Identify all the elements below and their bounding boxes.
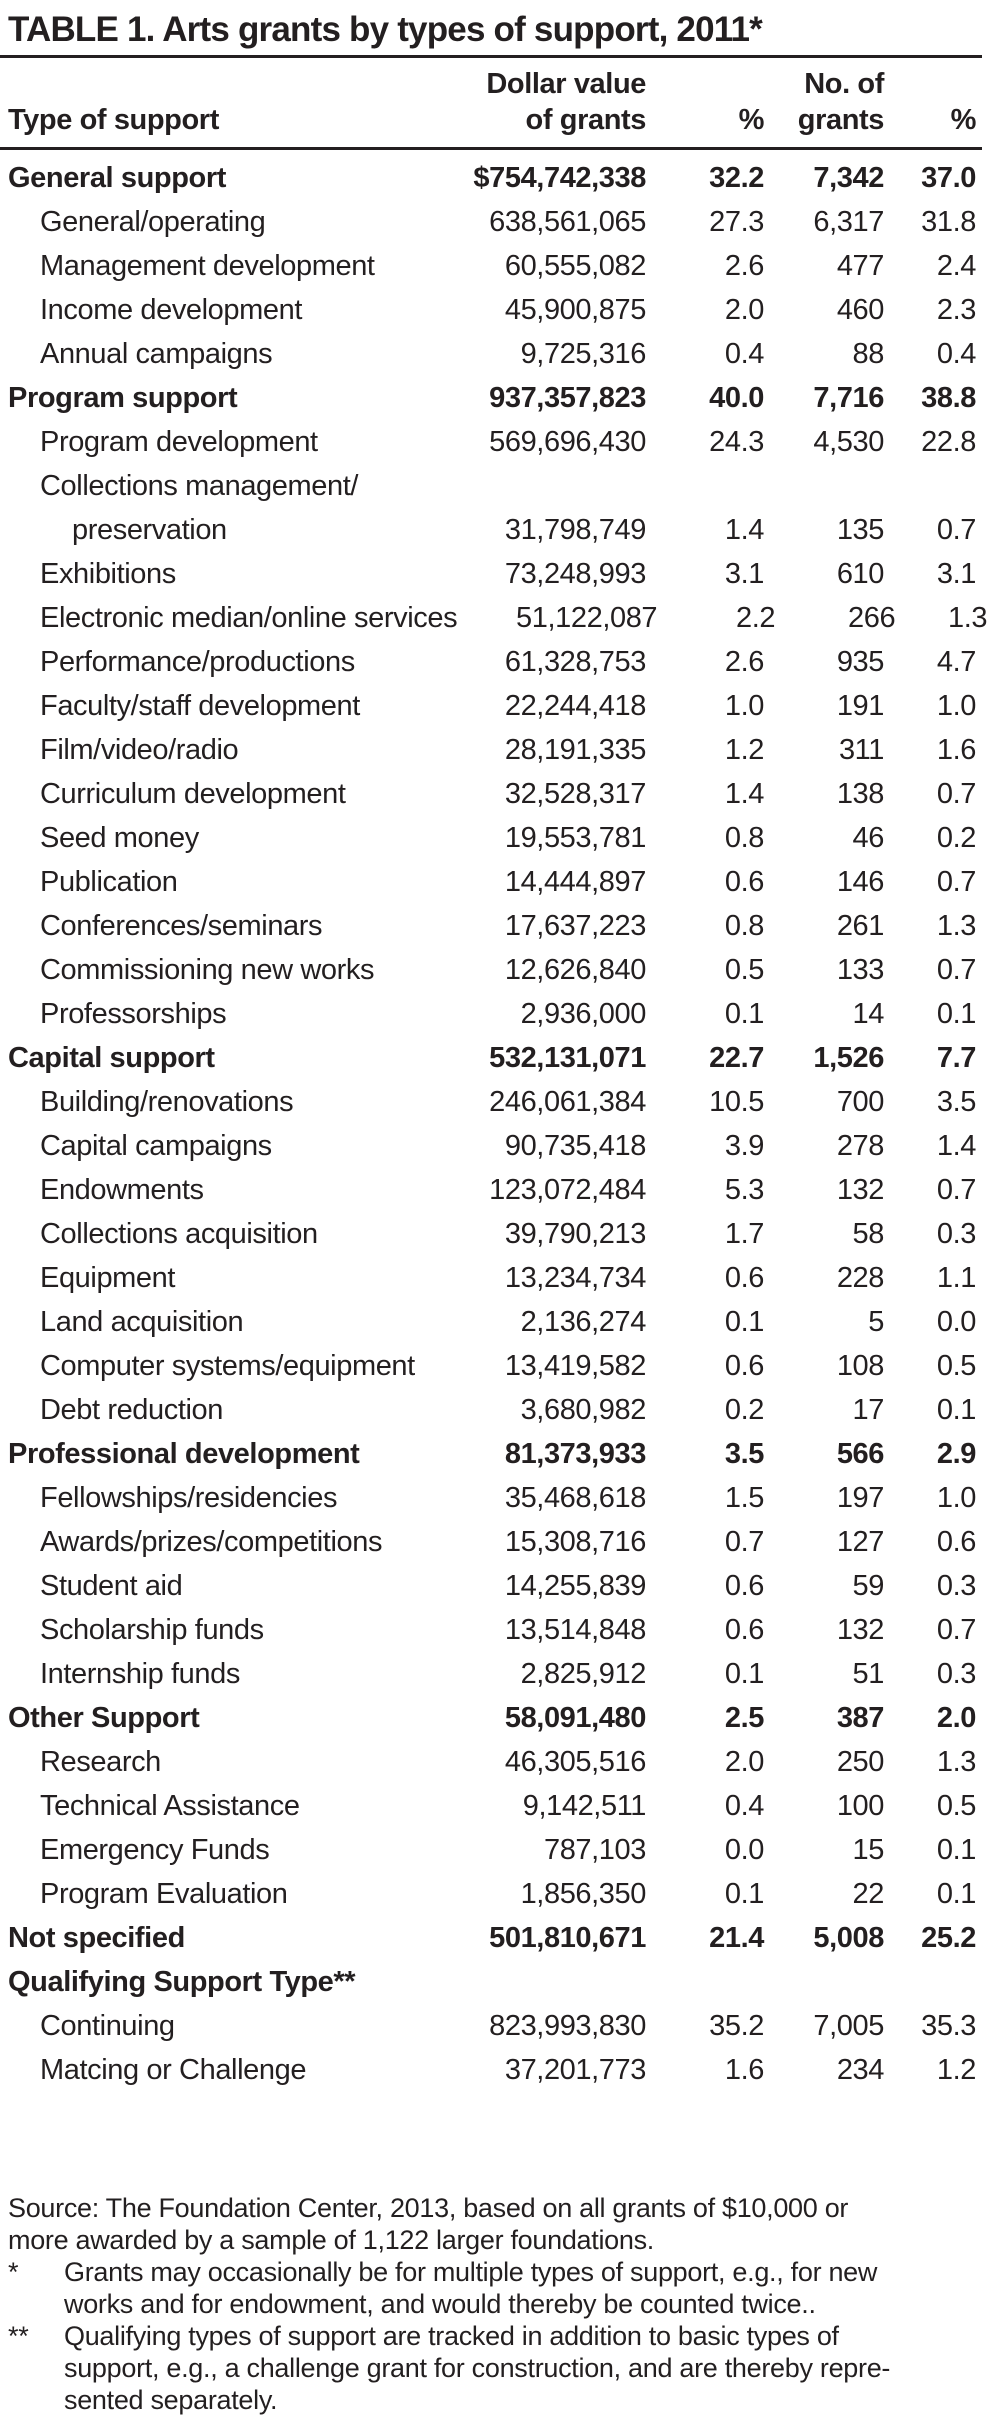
row-value: 2,936,000	[520, 998, 646, 1030]
row-value: 1.3	[936, 910, 976, 942]
row-value: 32,528,317	[504, 778, 646, 810]
row-value: 17,637,223	[504, 910, 646, 942]
row-value: 1.0	[936, 1482, 976, 1514]
row-value: 2,825,912	[520, 1658, 646, 1690]
row-value: 1.3	[948, 602, 988, 634]
row-label: Curriculum development	[40, 778, 346, 810]
row-value: 2.6	[724, 646, 764, 678]
row-value: 88	[852, 338, 884, 370]
table-row	[0, 508, 982, 552]
row-label: Faculty/staff development	[40, 690, 360, 722]
row-label: Income development	[40, 294, 303, 326]
table-row	[0, 772, 982, 816]
row-label: Debt reduction	[40, 1394, 224, 1426]
row-value: 1.6	[724, 2054, 764, 2086]
row-value: 566	[836, 1438, 884, 1470]
row-value: 7,342	[813, 162, 884, 194]
column-header-pct2: %	[950, 104, 976, 136]
row-value: 4.7	[936, 646, 976, 678]
row-value: 0.7	[936, 778, 976, 810]
source-note: Source: The Foundation Center, 2013, based on all grants of $10,000 or more awarded by a sample of 1,122 larger foundations.	[8, 2193, 849, 2255]
row-label: Conferences/seminars	[40, 910, 323, 942]
row-label: Research	[40, 1746, 161, 1778]
row-value: 59	[852, 1570, 884, 1602]
table-row	[0, 1080, 982, 1124]
table-row	[0, 1784, 982, 1828]
row-value: 2.4	[936, 250, 976, 282]
row-value: 37.0	[921, 162, 976, 194]
row-label: Fellowships/residencies	[40, 1482, 338, 1514]
row-value: 787,103	[543, 1834, 646, 1866]
table-row	[0, 332, 982, 376]
column-header-type: Type of support	[8, 104, 219, 136]
row-value: 477	[836, 250, 884, 282]
table-row	[0, 288, 982, 332]
row-value: 2.0	[936, 1702, 976, 1734]
row-value: 2.0	[724, 294, 764, 326]
row-value: 1.5	[724, 1482, 764, 1514]
table-row	[0, 1520, 982, 1564]
row-value: 9,142,511	[522, 1790, 646, 1822]
row-label: General support	[8, 162, 226, 194]
row-value: 51,122,087	[516, 602, 658, 634]
row-value: 21.4	[709, 1922, 764, 1954]
row-value: 58,091,480	[504, 1702, 646, 1734]
row-label: Technical Assistance	[40, 1790, 300, 1822]
row-label: Program support	[8, 382, 238, 414]
row-label: Internship funds	[40, 1658, 240, 1690]
table-row	[0, 1344, 982, 1388]
row-value: 1.4	[724, 778, 764, 810]
row-value: 7,005	[813, 2010, 884, 2042]
table-row	[0, 1036, 982, 1080]
row-value: 2.9	[936, 1438, 976, 1470]
table-row	[0, 1740, 982, 1784]
row-value: 311	[838, 734, 884, 766]
row-value: 0.7	[936, 514, 976, 546]
row-value: 197	[836, 1482, 884, 1514]
row-value: 0.1	[936, 1394, 976, 1426]
row-value: 0.6	[724, 1262, 764, 1294]
table-row	[0, 1916, 982, 1960]
row-value: 123,072,484	[489, 1174, 646, 1206]
table-row	[0, 1300, 982, 1344]
table-row	[0, 860, 982, 904]
row-value: 0.1	[936, 1878, 976, 1910]
row-label: Student aid	[40, 1570, 183, 1602]
row-value: 0.5	[936, 1790, 976, 1822]
footnote-2-marker: **	[8, 2321, 29, 2351]
row-value: 0.7	[724, 1526, 764, 1558]
row-label: Computer systems/equipment	[40, 1350, 415, 1382]
row-value: 0.8	[724, 910, 764, 942]
row-value: 17	[852, 1394, 884, 1426]
row-value: 7.7	[936, 1042, 976, 1074]
table-body	[0, 150, 988, 2092]
footnote-1	[8, 2256, 974, 2320]
table-row	[0, 156, 982, 200]
row-value: 0.1	[724, 998, 764, 1030]
table-row	[0, 200, 982, 244]
row-value: 460	[836, 294, 884, 326]
row-value: $754,742,338	[473, 162, 646, 194]
row-value: 31.8	[921, 206, 976, 238]
table-row	[0, 1124, 982, 1168]
row-value: 3.9	[724, 1130, 764, 1162]
row-value: 13,514,848	[504, 1614, 646, 1646]
row-label: Qualifying Support Type**	[8, 1966, 356, 1998]
row-label: Electronic median/online services	[40, 602, 458, 634]
row-value: 1.4	[936, 1130, 976, 1162]
row-label: Publication	[40, 866, 178, 898]
table-row	[0, 2004, 982, 2048]
row-value: 0.1	[936, 1834, 976, 1866]
row-label: Commissioning new works	[40, 954, 375, 986]
row-value: 9,725,316	[520, 338, 646, 370]
row-value: 4,530	[813, 426, 884, 458]
table-row	[0, 244, 982, 288]
row-value: 135	[836, 514, 884, 546]
table-row	[0, 1256, 982, 1300]
row-value: 2.2	[736, 602, 776, 634]
table-row	[0, 1960, 982, 2004]
row-value: 387	[836, 1702, 884, 1734]
row-value: 19,553,781	[504, 822, 646, 854]
row-value: 22	[852, 1878, 884, 1910]
row-value: 935	[836, 646, 884, 678]
table-row	[0, 420, 982, 464]
row-label: Seed money	[40, 822, 199, 854]
row-value: 1,526	[813, 1042, 884, 1074]
row-label: Film/video/radio	[40, 734, 239, 766]
row-value: 13,234,734	[504, 1262, 646, 1294]
row-label: Building/renovations	[40, 1086, 294, 1118]
table-row	[0, 640, 982, 684]
row-value: 0.7	[936, 1614, 976, 1646]
row-value: 3.5	[936, 1086, 976, 1118]
table-row	[0, 1388, 982, 1432]
row-label: Land acquisition	[40, 1306, 244, 1338]
row-label: Professional development	[8, 1438, 360, 1470]
row-value: 0.3	[936, 1218, 976, 1250]
row-value: 1.1	[936, 1262, 976, 1294]
row-label: Not specified	[8, 1922, 185, 1954]
row-value: 13,419,582	[504, 1350, 646, 1382]
row-label: Management development	[40, 250, 375, 282]
row-value: 0.1	[724, 1306, 764, 1338]
row-value: 3.5	[724, 1438, 764, 1470]
column-header-no-line1: No. of	[804, 68, 884, 100]
row-value: 0.5	[936, 1350, 976, 1382]
row-value: 31,798,749	[504, 514, 646, 546]
row-value: 60,555,082	[504, 250, 646, 282]
table-row	[0, 596, 988, 640]
table-title: TABLE 1. Arts grants by types of support, 2011*	[8, 10, 762, 49]
row-value: 246,061,384	[489, 1086, 646, 1118]
row-value: 5,008	[813, 1922, 884, 1954]
row-value: 1.7	[724, 1218, 764, 1250]
row-value: 0.4	[724, 1790, 764, 1822]
table-row	[0, 1828, 982, 1872]
row-label: Program Evaluation	[40, 1878, 288, 1910]
row-value: 0.4	[724, 338, 764, 370]
row-value: 14,255,839	[504, 1570, 646, 1602]
row-value: 27.3	[709, 206, 764, 238]
row-value: 0.0	[724, 1834, 764, 1866]
row-value: 569,696,430	[489, 426, 646, 458]
row-value: 0.7	[936, 1174, 976, 1206]
row-value: 0.3	[936, 1570, 976, 1602]
row-value: 261	[836, 910, 884, 942]
row-value: 35,468,618	[504, 1482, 646, 1514]
row-value: 108	[836, 1350, 884, 1382]
row-value: 0.6	[724, 866, 764, 898]
row-value: 1,856,350	[520, 1878, 646, 1910]
row-value: 610	[836, 558, 884, 590]
row-value: 700	[836, 1086, 884, 1118]
row-value: 100	[836, 1790, 884, 1822]
row-value: 0.6	[724, 1350, 764, 1382]
row-value: 90,735,418	[504, 1130, 646, 1162]
row-value: 2,136,274	[520, 1306, 646, 1338]
row-value: 0.6	[724, 1570, 764, 1602]
row-value: 1.2	[724, 734, 764, 766]
row-value: 823,993,830	[489, 2010, 646, 2042]
row-label: Capital support	[8, 1042, 215, 1074]
row-value: 28,191,335	[504, 734, 646, 766]
row-value: 0.7	[936, 866, 976, 898]
row-label: Exhibitions	[40, 558, 176, 590]
row-label: Scholarship funds	[40, 1614, 264, 1646]
row-value: 278	[836, 1130, 884, 1162]
row-value: 132	[836, 1614, 884, 1646]
footnote-1-text: Grants may occasionally be for multiple types of support, e.g., for new works and for endowment, and would thereby be counted twice..	[64, 2257, 878, 2319]
table-row	[0, 1564, 982, 1608]
table-row	[0, 2048, 982, 2092]
row-value: 127	[836, 1526, 884, 1558]
table-row	[0, 1652, 982, 1696]
row-value: 1.2	[936, 2054, 976, 2086]
row-value: 3,680,982	[520, 1394, 646, 1426]
table-row	[0, 1168, 982, 1212]
column-header-no-line2: grants	[797, 104, 884, 136]
row-value: 228	[836, 1262, 884, 1294]
row-value: 6,317	[813, 206, 884, 238]
row-value: 0.6	[724, 1614, 764, 1646]
row-label: Program development	[40, 426, 318, 458]
row-value: 22.7	[709, 1042, 764, 1074]
row-value: 191	[836, 690, 884, 722]
row-value: 81,373,933	[504, 1438, 646, 1470]
row-value: 0.3	[936, 1658, 976, 1690]
row-value: 61,328,753	[504, 646, 646, 678]
row-value: 51	[852, 1658, 884, 1690]
row-value: 3.1	[724, 558, 764, 590]
row-value: 0.1	[724, 1658, 764, 1690]
table-row	[0, 1212, 982, 1256]
table-row	[0, 464, 982, 508]
row-value: 532,131,071	[489, 1042, 646, 1074]
footnote-1-marker: *	[8, 2257, 19, 2287]
table-row	[0, 1696, 982, 1740]
row-value: 501,810,671	[489, 1922, 646, 1954]
row-value: 0.0	[936, 1306, 976, 1338]
row-value: 39,790,213	[504, 1218, 646, 1250]
row-value: 14	[852, 998, 884, 1030]
row-value: 0.4	[936, 338, 976, 370]
row-label: Continuing	[40, 2010, 175, 2042]
table-row	[0, 1432, 982, 1476]
table-header	[0, 58, 982, 147]
row-value: 45,900,875	[504, 294, 646, 326]
row-value: 12,626,840	[504, 954, 646, 986]
row-value: 46,305,516	[504, 1746, 646, 1778]
row-label: Professorships	[40, 998, 227, 1030]
row-value: 132	[836, 1174, 884, 1206]
row-label: Performance/productions	[40, 646, 355, 678]
row-value: 266	[847, 602, 896, 634]
row-value: 38.8	[921, 382, 976, 414]
row-value: 138	[836, 778, 884, 810]
row-value: 1.3	[936, 1746, 976, 1778]
row-label: Matcing or Challenge	[40, 2054, 307, 2086]
row-value: 40.0	[709, 382, 764, 414]
row-label: preservation	[72, 514, 227, 546]
row-value: 5	[868, 1306, 884, 1338]
row-value: 0.2	[936, 822, 976, 854]
row-value: 22.8	[921, 426, 976, 458]
table-row	[0, 376, 982, 420]
row-value: 22,244,418	[504, 690, 646, 722]
row-label: General/operating	[40, 206, 266, 238]
column-header-dollar-line2: of grants	[525, 104, 646, 136]
row-value: 0.1	[936, 998, 976, 1030]
row-value: 0.8	[724, 822, 764, 854]
column-header-pct1: %	[738, 104, 764, 136]
footnotes	[0, 2192, 982, 2416]
row-value: 0.2	[724, 1394, 764, 1426]
row-value: 58	[852, 1218, 884, 1250]
row-value: 2.6	[724, 250, 764, 282]
row-value: 5.3	[724, 1174, 764, 1206]
row-value: 0.6	[936, 1526, 976, 1558]
table-row	[0, 728, 982, 772]
table-row	[0, 1872, 982, 1916]
row-label: Endowments	[40, 1174, 204, 1206]
row-label: Awards/prizes/competitions	[40, 1526, 383, 1558]
row-label: Collections management/	[40, 470, 359, 502]
row-value: 15	[852, 1834, 884, 1866]
row-value: 2.3	[936, 294, 976, 326]
footnote-2-text: Qualifying types of support are tracked in addition to basic types of support, e.g., a challenge grant for construction, and are thereby repre- sented separately.	[64, 2321, 891, 2415]
row-value: 10.5	[709, 1086, 764, 1118]
row-value: 35.2	[709, 2010, 764, 2042]
row-value: 0.7	[936, 954, 976, 986]
table-row	[0, 816, 982, 860]
row-value: 638,561,065	[489, 206, 646, 238]
row-value: 0.5	[724, 954, 764, 986]
row-value: 1.6	[936, 734, 976, 766]
row-value: 1.4	[724, 514, 764, 546]
row-label: Collections acquisition	[40, 1218, 318, 1250]
row-value: 37,201,773	[504, 2054, 646, 2086]
row-value: 133	[836, 954, 884, 986]
table-row	[0, 948, 982, 992]
row-value: 7,716	[813, 382, 884, 414]
row-value: 32.2	[709, 162, 764, 194]
column-header-dollar-line1: Dollar value	[486, 68, 646, 100]
row-value: 14,444,897	[504, 866, 646, 898]
row-value: 234	[836, 2054, 884, 2086]
table-row	[0, 992, 982, 1036]
table-row	[0, 904, 982, 948]
row-value: 3.1	[936, 558, 976, 590]
row-value: 46	[852, 822, 884, 854]
footnote-2	[8, 2320, 974, 2416]
row-value: 937,357,823	[489, 382, 646, 414]
row-label: Other Support	[8, 1702, 200, 1734]
row-value: 0.1	[724, 1878, 764, 1910]
table-row	[0, 1476, 982, 1520]
row-value: 2.5	[724, 1702, 764, 1734]
table-row	[0, 552, 982, 596]
table-row	[0, 1608, 982, 1652]
row-label: Annual campaigns	[40, 338, 273, 370]
row-value: 24.3	[709, 426, 764, 458]
row-value: 250	[836, 1746, 884, 1778]
row-value: 2.0	[724, 1746, 764, 1778]
row-label: Emergency Funds	[40, 1834, 270, 1866]
row-value: 73,248,993	[504, 558, 646, 590]
column-header-no-of-grants	[764, 66, 884, 138]
row-value: 35.3	[921, 2010, 976, 2042]
row-value: 25.2	[921, 1922, 976, 1954]
column-header-dollar-value	[446, 66, 646, 138]
row-value: 146	[836, 866, 884, 898]
row-value: 1.0	[936, 690, 976, 722]
row-value: 1.0	[724, 690, 764, 722]
table-row	[0, 684, 982, 728]
row-label: Capital campaigns	[40, 1130, 272, 1162]
row-label: Equipment	[40, 1262, 176, 1294]
row-value: 15,308,716	[504, 1526, 646, 1558]
